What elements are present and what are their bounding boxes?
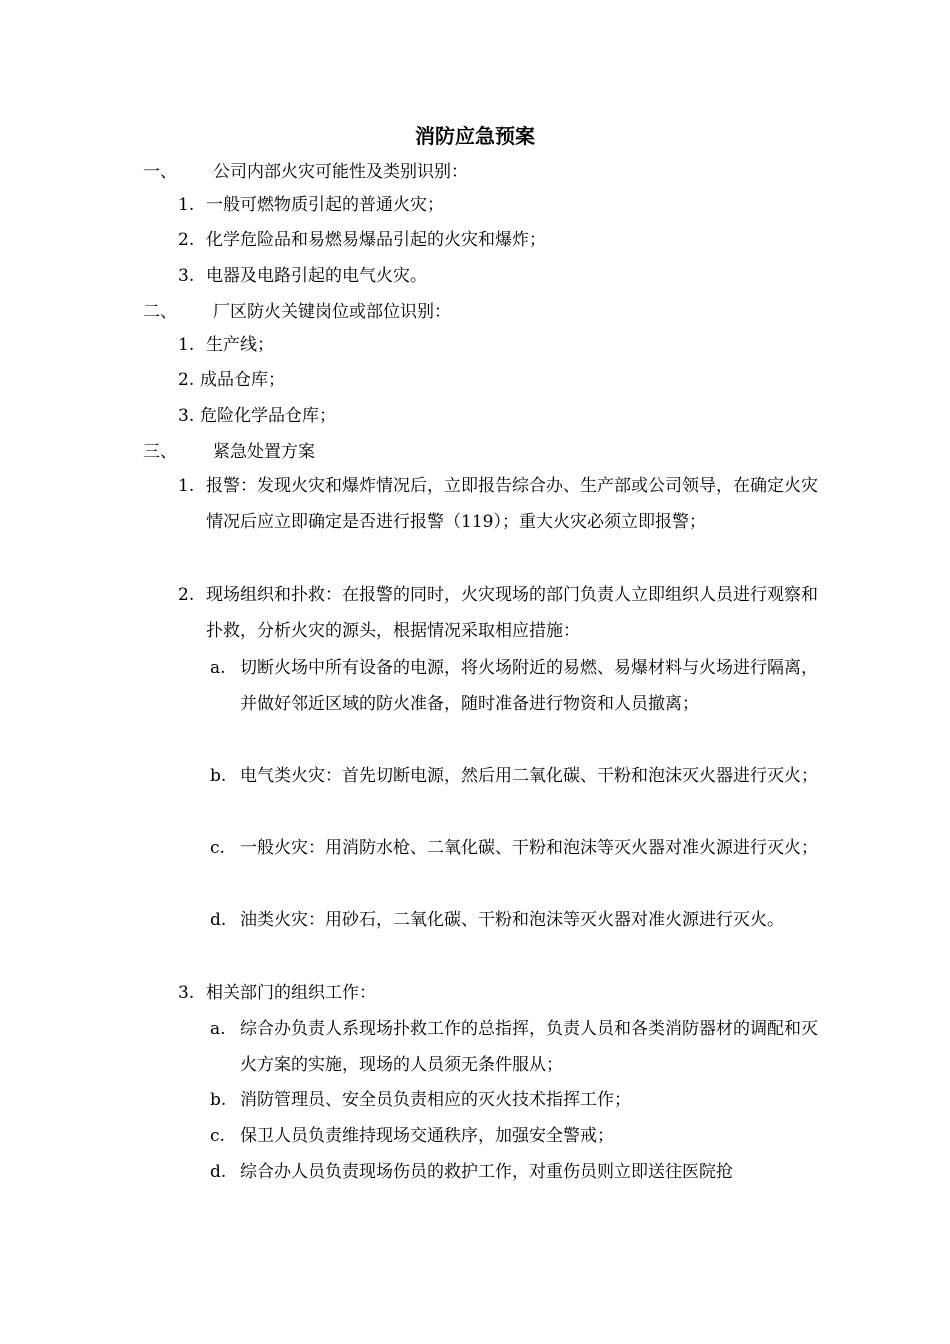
sub-item-letter: c. <box>210 1126 225 1146</box>
list-item <box>178 975 818 1011</box>
item-number: 1. <box>178 195 195 215</box>
sub-item-text: 消防管理员、安全员负责相应的灭火技术指挥工作； <box>240 1090 631 1110</box>
item-number: 2. <box>178 585 195 605</box>
sub-item-letter: a. <box>210 1019 226 1039</box>
item-text: 一般可燃物质引起的普通火灾； <box>206 195 444 215</box>
item-text: 电器及电路引起的电气火灾。 <box>206 266 427 286</box>
sub-list-item <box>210 1154 820 1190</box>
sub-item-text: 一般火灾：用消防水枪、二氧化碳、干粉和泡沫等灭火器对准火源进行灭火； <box>240 838 818 858</box>
sub-list-item <box>210 902 820 938</box>
list-item <box>178 258 818 294</box>
document-title: 消防应急预案 <box>415 124 535 148</box>
list-item <box>178 362 818 398</box>
item-number: 3. <box>178 406 195 426</box>
sub-item-text: 油类火灾：用砂石，二氧化碳、干粉和泡沫等灭火器对准火源进行灭火。 <box>240 910 784 930</box>
section-heading-text: 紧急处置方案 <box>213 442 315 462</box>
item-text: 报警：发现火灾和爆炸情况后，立即报告综合办、生产部或公司领导，在确定火灾情况后应立即确定是否进行报警（119）；重大火灾必须立即报警； <box>206 476 818 532</box>
item-text: 危险化学品仓库； <box>200 406 336 426</box>
sub-item-text: 综合办人员负责现场伤员的救护工作，对重伤员则立即送往医院抢 <box>240 1162 733 1182</box>
sub-list-item <box>210 830 820 866</box>
sub-list-item <box>210 1118 820 1154</box>
sub-item-letter: b. <box>210 1090 227 1110</box>
list-item <box>178 327 818 363</box>
item-number: 2. <box>178 370 195 390</box>
sub-item-text: 切断火场中所有设备的电源，将火场附近的易燃、易爆材料与火场进行隔离，并做好邻近区域的防火准备，随时准备进行物资和人员撤离； <box>240 658 818 714</box>
sub-item-letter: d. <box>210 1162 227 1182</box>
item-text: 生产线； <box>206 335 274 355</box>
section-2-heading <box>143 300 451 324</box>
sub-list-item <box>210 1082 820 1118</box>
item-text: 化学危险品和易燃易爆品引起的火灾和爆炸； <box>206 230 546 250</box>
section-number: 三、 <box>143 442 177 462</box>
item-text: 相关部门的组织工作： <box>206 983 376 1003</box>
section-1-heading <box>143 160 468 184</box>
list-item <box>178 468 818 540</box>
item-text: 现场组织和扑救：在报警的同时，火灾现场的部门负责人立即组织人员进行观察和扑救，分析火灾的源头，根据情况采取相应措施： <box>206 585 818 641</box>
item-number: 1. <box>178 335 195 355</box>
sub-item-letter: b. <box>210 766 227 786</box>
item-number: 2. <box>178 230 195 250</box>
section-heading-text: 公司内部火灾可能性及类别识别： <box>213 162 468 182</box>
item-number: 3. <box>178 983 195 1003</box>
section-number: 二、 <box>143 302 177 322</box>
list-item <box>178 187 818 223</box>
sub-item-letter: d. <box>210 910 227 930</box>
sub-item-letter: c. <box>210 838 225 858</box>
section-heading-text: 厂区防火关键岗位或部位识别： <box>213 302 451 322</box>
item-number: 1. <box>178 476 195 496</box>
sub-item-text: 电气类火灾：首先切断电源，然后用二氧化碳、干粉和泡沫灭火器进行灭火； <box>240 766 818 786</box>
sub-list-item <box>210 1011 820 1083</box>
sub-item-text: 综合办负责人系现场扑救工作的总指挥，负责人员和各类消防器材的调配和灭火方案的实施，现场的人员须无条件服从； <box>240 1019 818 1075</box>
sub-list-item <box>210 758 820 794</box>
list-item <box>178 222 818 258</box>
sub-list-item <box>210 650 820 722</box>
section-3-heading <box>143 440 315 464</box>
list-item <box>178 398 818 434</box>
section-number: 一、 <box>143 162 177 182</box>
sub-item-text: 保卫人员负责维持现场交通秩序，加强安全警戒； <box>240 1126 614 1146</box>
item-number: 3. <box>178 266 195 286</box>
list-item <box>178 577 818 649</box>
item-text: 成品仓库； <box>200 370 285 390</box>
sub-item-letter: a. <box>210 658 226 678</box>
